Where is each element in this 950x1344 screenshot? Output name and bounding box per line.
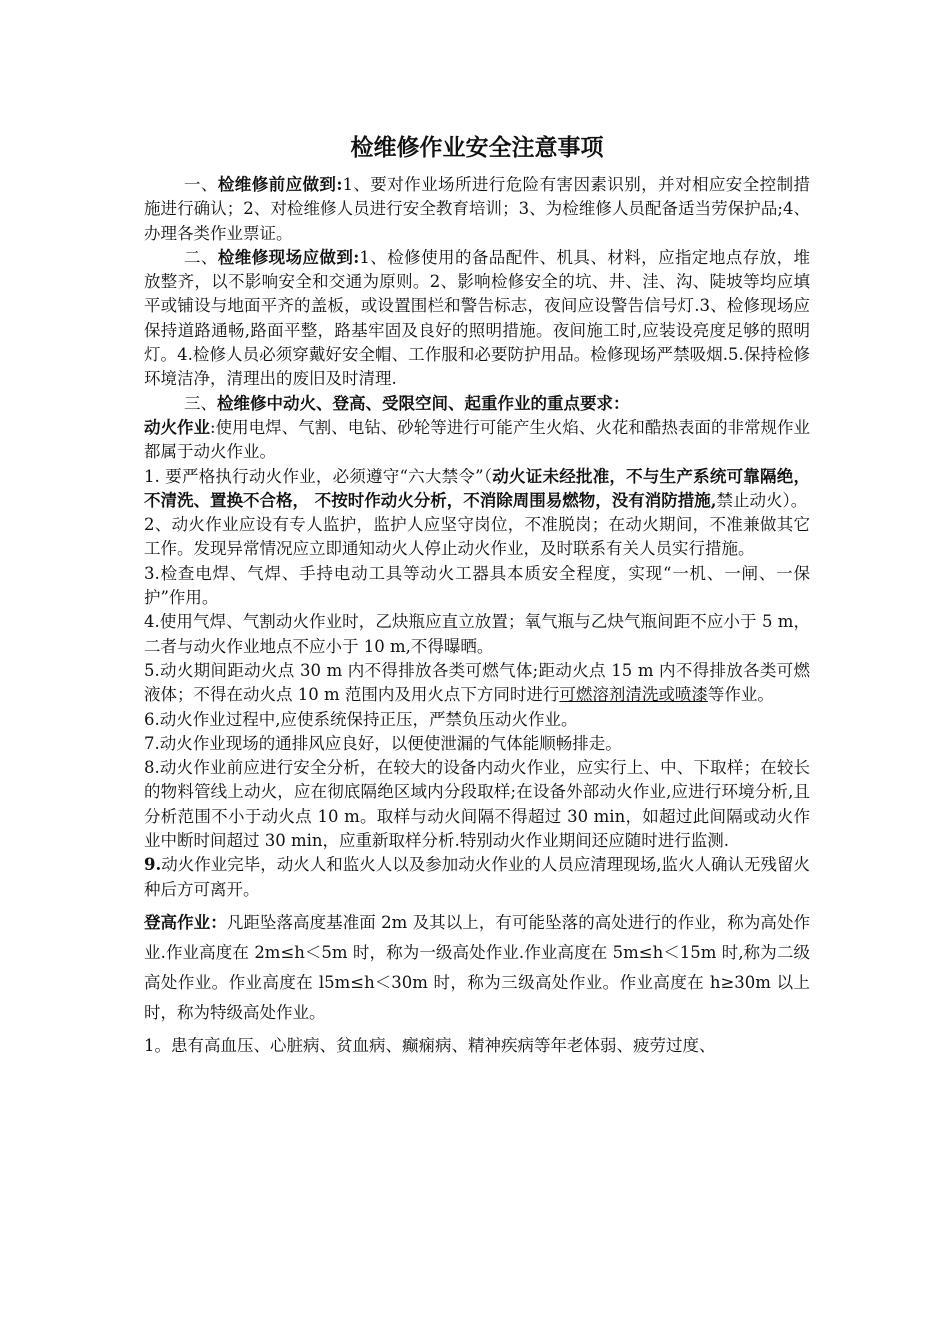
fire-rule-5-pre: 5.动火期间距动火点 30 m 内不得排放各类可燃气体;距动火点 15 m 内不得排放各类可燃液体；不得在动火点 10 m 范围内及用火点下方同时进行 [144, 660, 810, 705]
fire-rule-9-text: 动火作业完毕，动火人和监火人以及参加动火作业的人员应清理现场,监火人确认无残留火种后方可离开。 [144, 855, 810, 899]
section-2-heading: 检维修现场应做到: [217, 247, 360, 267]
six-prohibitions: 动火证未经批准，不与生产系统可靠隔绝， 不清洗、置换不合格， 不按时作动火分析，不消除周围易燃物，没有消防措施, [144, 466, 811, 510]
fire-rule-1-pre: 1. 要严格执行动火作业，必须遵守“六大禁令”（ [144, 466, 493, 486]
fire-rule-2: 2、动火作业应设有专人监护，监护人应坚守岗位，不准脱岗；在动火期间，不准兼做其它工作。发现异常情况应立即通知动火人停止动火作业，及时联系有关人员实行措施。 [144, 515, 810, 559]
height-work-heading: 登高作业： [144, 912, 227, 932]
height-rule-1: 1。患有高血压、心脏病、贫血病、癫痫病、精神疾病等年老体弱、疲劳过度、 [144, 1035, 716, 1055]
section-1-heading: 检维修前应做到: [217, 175, 343, 194]
document-title: 检维修作业安全注意事项 [350, 135, 604, 161]
fire-rule-8: 8.动火作业前应进行安全分析，在较大的设备内动火作业，应实行上、中、下取样；在较长的物料管线上动火，应在彻底隔绝区域内分段取样;在设备外部动火作业,应进行环境分析,且分析范围不小于动火点 10 m。取样与动火间隔不得超过 30 min，如超过此间隔或动火作业中断时间超过 30 min，应重新取样分析.特别动火作业期间还应随时进行监测. [144, 758, 810, 851]
fire-rule-6: 6.动火作业过程中,应使系统保持正压，严禁负压动火作业。 [144, 709, 578, 729]
fire-rule-7: 7.动火作业现场的通排风应良好，以便使泄漏的气体能顺畅排走。 [144, 733, 622, 753]
section-2 [144, 246, 810, 392]
fire-rule-5 [144, 659, 810, 708]
fire-rule-1-post: 禁止动火）。 [716, 490, 808, 510]
fire-rule-5-post: 等作业。 [707, 685, 774, 705]
section-3 [144, 392, 810, 416]
fire-rule-9-number: 9. [144, 855, 162, 875]
section-1-number: 一、 [184, 175, 218, 194]
section-1 [144, 173, 810, 246]
document-page [144, 128, 810, 1058]
fire-rule-9 [144, 853, 810, 902]
fire-work-definition: :使用电焊、气割、电钻、砂轮等进行可能产生火焰、火花和酷热表面的非常规作业都属于动火作业。 [144, 417, 810, 462]
section-1-text: 1、要对作业场所进行危险有害因素识别，并对相应安全控制措施进行确认；2、对检维修人员进行安全教育培训；3、为检维修人员配备适当劳保护品;4、办理各类作业票证。 [144, 175, 811, 243]
section-2-number: 二、 [184, 247, 218, 267]
fire-rule-3: 3.检查电焊、气焊、手持电动工具等动火工器具本质安全程度，实现“一机、一闸、一保护”作用。 [144, 563, 810, 608]
height-work-intro [144, 908, 810, 1028]
fire-rule-5-underlined: 可燃溶剂清洗或喷漆 [559, 685, 708, 705]
section-3-number: 三、 [184, 393, 217, 413]
fire-work-intro [144, 416, 810, 465]
section-3-heading: 检维修中动火、登高、受限空间、起重作业的重点要求： [217, 393, 630, 413]
fire-work-heading: 动火作业 [144, 417, 211, 437]
fire-rule-1 [144, 465, 810, 514]
fire-rule-4: 4.使用气焊、气割动火作业时，乙炔瓶应直立放置；氧气瓶与乙炔气瓶间距不应小于 5 m，二者与动火作业地点不应小于 10 m,不得曝晒。 [144, 612, 810, 656]
section-2-text: 1、检修使用的备品配件、机具、材料，应指定地点存放，堆放整齐，以不影响安全和交通为原则。2、影响检修安全的坑、井、洼、沟、陡坡等均应填平或铺设与地面平齐的盖板，或设置围栏和警告标志，夜间应设警告信号灯.3、检修现场应保持道路通畅,路面平整，路基牢固及良好的照明措施。夜间施工时,应装设亮度足够的照明灯。4.检修人员必须穿戴好安全帽、工作服和必要防护用品。检修现场严禁吸烟.5.保持检修环境洁净，清理出的废旧及时清理. [144, 247, 810, 389]
height-work-definition: 凡距坠落高度基准面 2m 及其以上，有可能坠落的高处进行的作业，称为高处作业.作业高度在 2m≤h＜5m 时，称为一级高处作业.作业高度在 5m≤h＜15m 时,称为二级高处作业。作业高度在 l5m≤h＜30m 时，称为三级高处作业。作业高度在 h≥30m 以上时，称为特级高处作业。 [144, 912, 811, 1022]
